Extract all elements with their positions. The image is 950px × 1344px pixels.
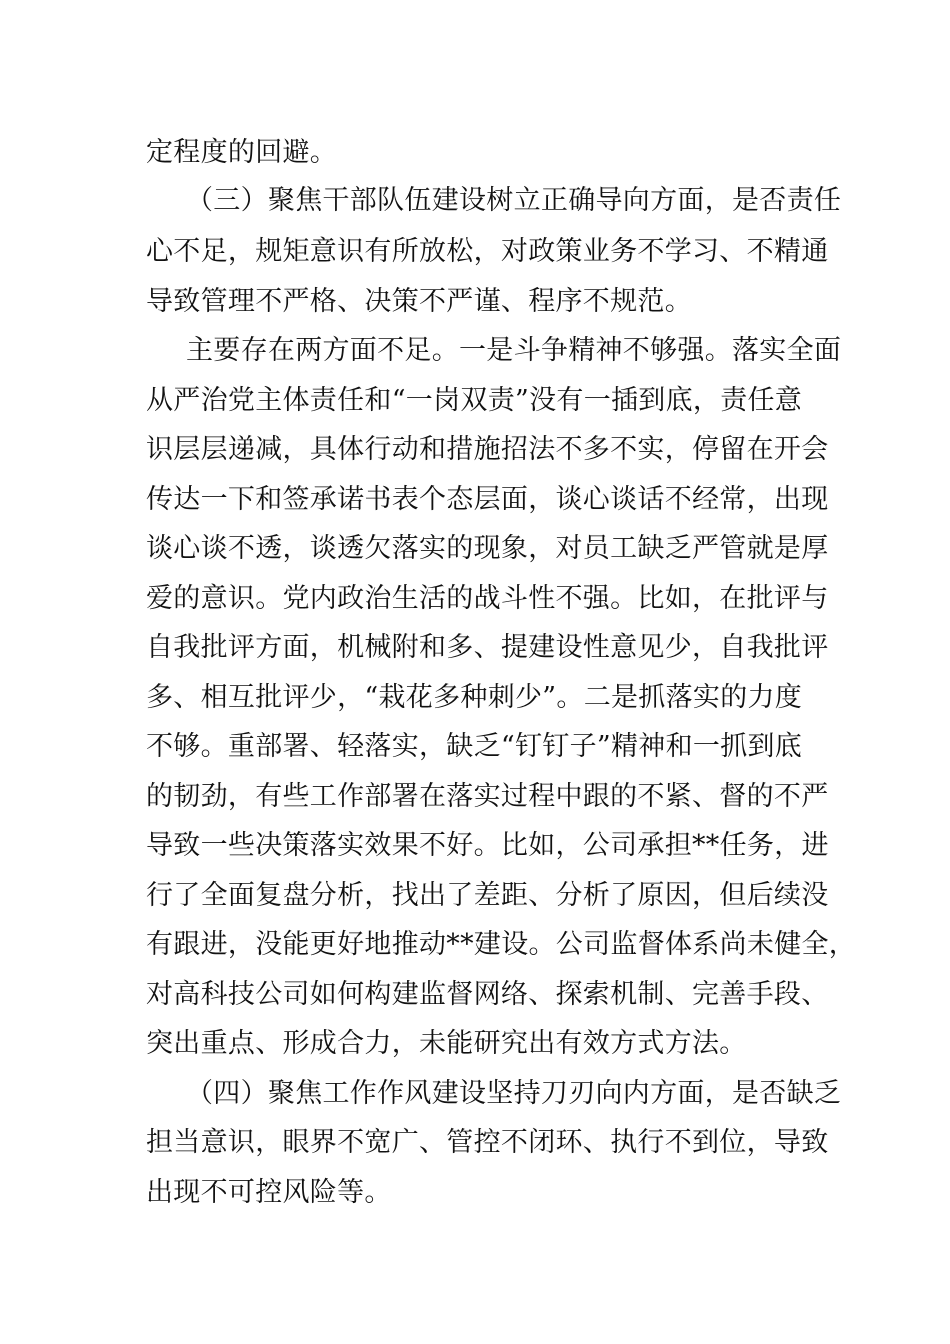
text-line: 出现不可控风险等。	[146, 1177, 392, 1208]
text-line: 行了全面复盘分析，找出了差距、分析了原因，但后续没	[146, 880, 829, 911]
text-line: 突出重点、形成合力，未能研究出有效方式方法。	[146, 1028, 747, 1059]
text-line: 定程度的回避。	[146, 137, 338, 168]
text-line: 识层层递减，具体行动和措施招法不多不实，停留在开会	[146, 434, 829, 465]
text-line: 自我批评方面，机械附和多、提建设性意见少，自我批评	[146, 632, 829, 663]
text-line: 传达一下和签承诺书表个态层面，谈心谈话不经常，出现	[146, 484, 829, 515]
text-line: 心不足，规矩意识有所放松，对政策业务不学习、不精通	[146, 236, 829, 267]
section-heading-4: （四）聚焦工作作风建设坚持刀刃向内方面，是否缺乏	[186, 1078, 842, 1109]
text-line: 的韧劲，有些工作部署在落实过程中跟的不紧、督的不严	[146, 781, 829, 812]
text-line: 从严治党主体责任和“一岗双责”没有一插到底，责任意	[146, 385, 803, 416]
text-line: 多、相互批评少，“栽花多种刺少”。二是抓落实的力度	[146, 682, 803, 713]
text-line: 有跟进，没能更好地推动**建设。公司监督体系尚未健全，	[146, 929, 857, 960]
text-line: 担当意识，眼界不宽广、管控不闭环、执行不到位，导致	[146, 1127, 829, 1158]
paragraph-start: 主要存在两方面不足。一是斗争精神不够强。落实全面	[186, 335, 842, 366]
text-line: 爱的意识。党内政治生活的战斗性不强。比如，在批评与	[146, 583, 829, 614]
text-line: 不够。重部署、轻落实，缺乏“钉钉子”精神和一抓到底	[146, 731, 803, 762]
section-heading-3: （三）聚焦干部队伍建设树立正确导向方面，是否责任	[186, 185, 842, 216]
text-line: 导致一些决策落实效果不好。比如，公司承担**任务，进	[146, 830, 829, 861]
text-line: 导致管理不严格、决策不严谨、程序不规范。	[146, 286, 692, 317]
text-line: 谈心谈不透，谈透欠落实的现象，对员工缺乏严管就是厚	[146, 533, 829, 564]
text-line: 对高科技公司如何构建监督网络、探索机制、完善手段、	[146, 979, 829, 1010]
